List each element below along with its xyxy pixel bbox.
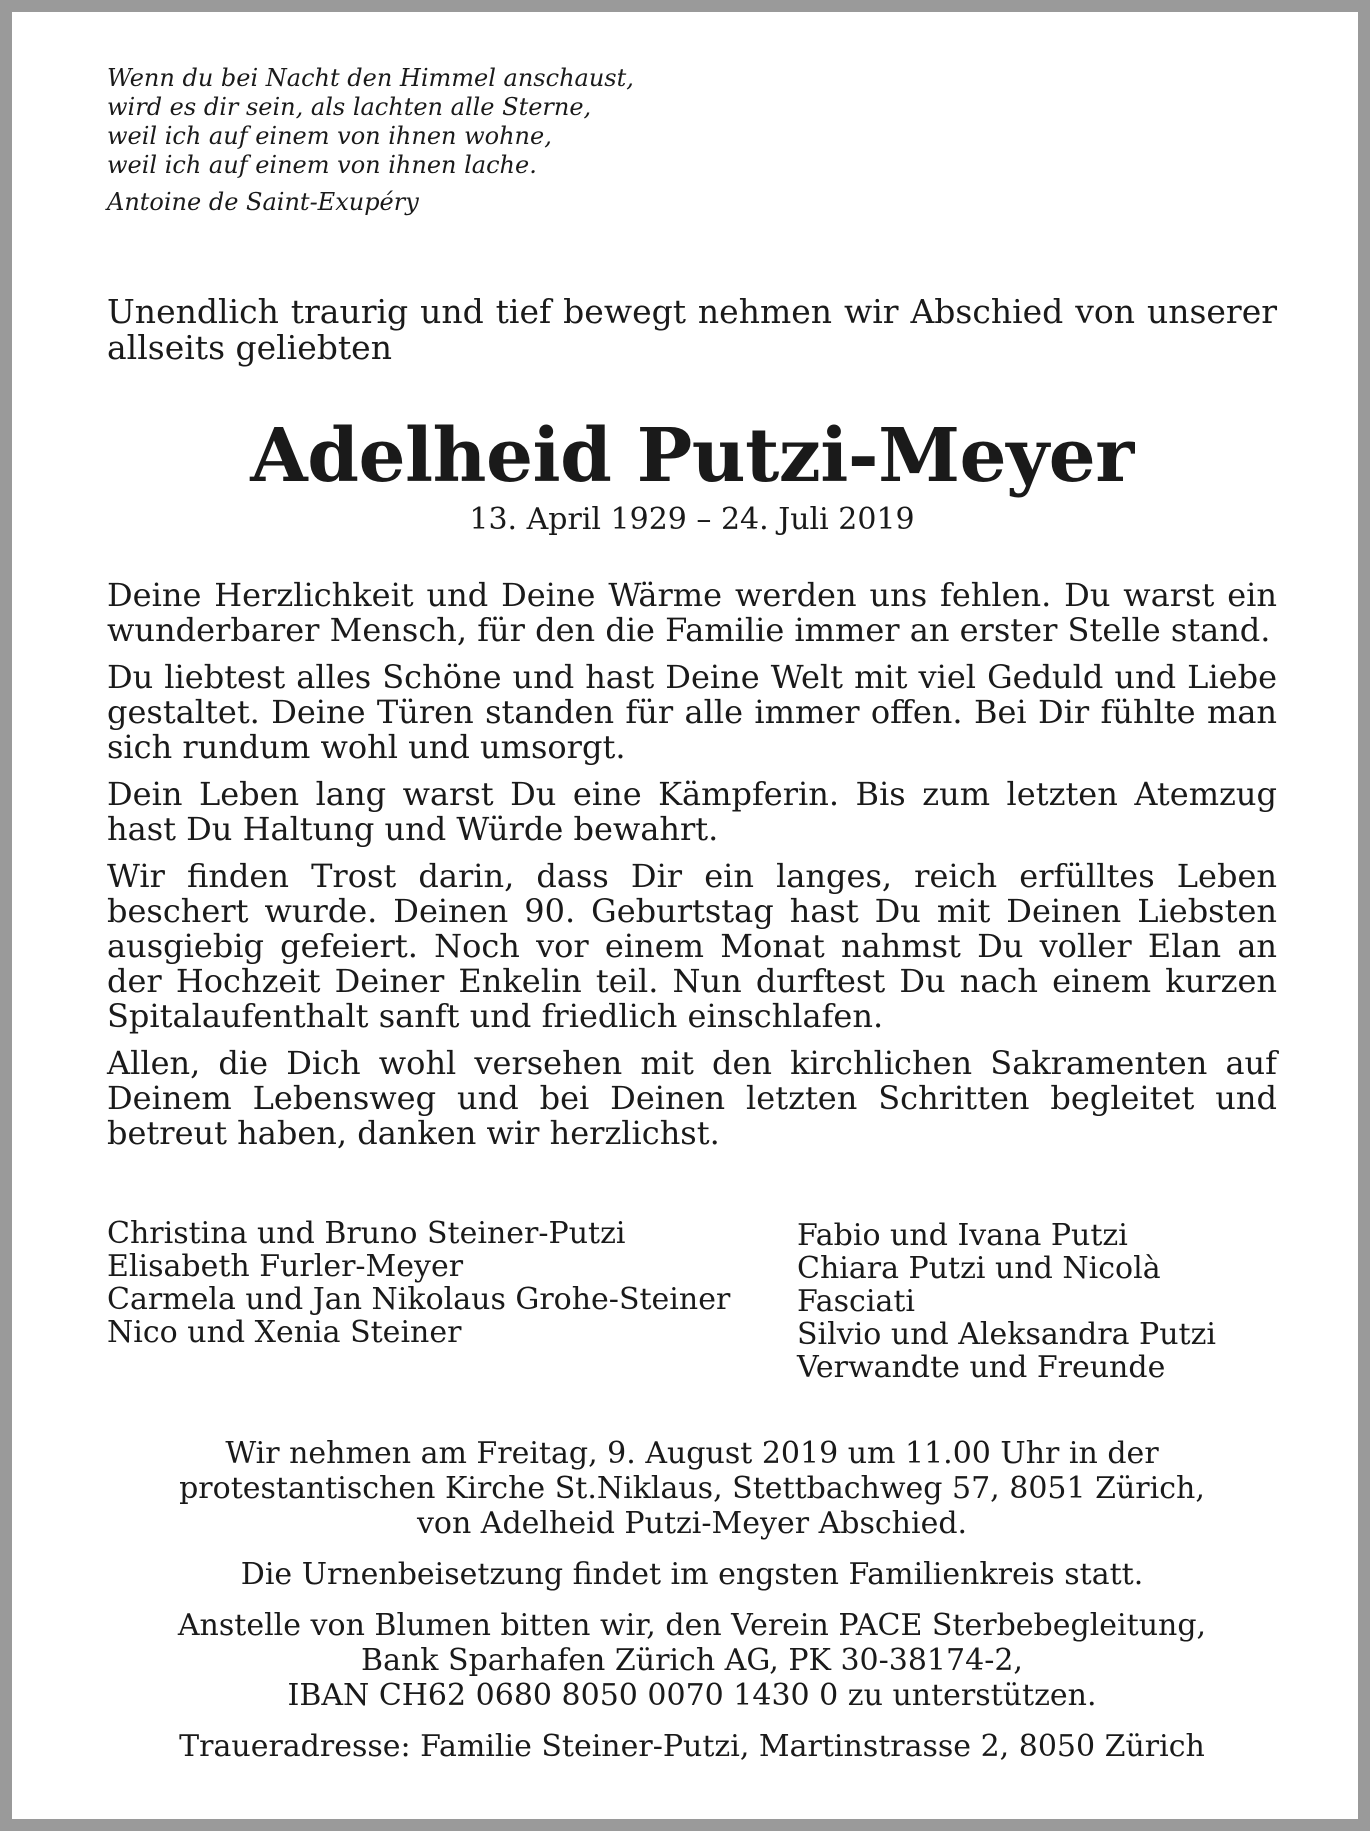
mourner-entry: Chiara Putzi und Nicolà Fasciati xyxy=(797,1251,1161,1319)
motto-line: weil ich auf einem von ihnen wohne, xyxy=(107,122,552,150)
service-info xyxy=(107,1436,1277,1541)
tribute-text xyxy=(107,578,1277,1151)
mourner-entry: Silvio und Aleksandra Putzi xyxy=(797,1317,1216,1352)
mourners-list xyxy=(107,1217,1277,1384)
mourner-entry: Fabio und Ivana Putzi xyxy=(797,1218,1128,1253)
tribute-paragraph: Allen, die Dich wohl versehen mit den kirchlichen Sakramenten auf Deinem Lebensweg und bei Deinen letzten Schritten begleitet und betreut haben, danken wir herzlichst. xyxy=(107,1044,1277,1152)
mourners-column-left xyxy=(107,1217,730,1384)
life-dates: 13. April 1929 – 24. Juli 2019 xyxy=(469,502,915,537)
burial-info: Die Urnenbeisetzung findet im engsten Familienkreis statt. xyxy=(240,1557,1144,1592)
tribute-paragraph: Wir finden Trost darin, dass Dir ein langes, reich erfülltes Leben beschert wurde. Deinen 90. Geburtstag hast Du mit Deinen Liebsten ausgiebig gefeiert. Noch vor einem Monat nahmst Du voller Elan an der Hochzeit Deiner Enkelin teil. Nun durftest Du nach einem kurzen Spitalaufenthalt sanft und friedlich einschlafen. xyxy=(107,857,1277,1035)
donation-line: Anstelle von Blumen bitten wir, den Verein PACE Sterbebegleitung, xyxy=(177,1608,1207,1643)
tribute-paragraph: Du liebtest alles Schöne und hast Deine Welt mit viel Geduld und Liebe gestaltet. Deine Türen standen für alle immer offen. Bei Dir fühlte man sich rundum wohl und umsorgt. xyxy=(107,658,1277,766)
service-line: von Adelheid Putzi-Meyer Abschied. xyxy=(416,1506,968,1541)
mourning-address: Traueradresse: Familie Steiner-Putzi, Martinstrasse 2, 8050 Zürich xyxy=(179,1729,1205,1764)
mourner-entry: Carmela und Jan Nikolaus Grohe-Steiner xyxy=(107,1282,731,1317)
deceased-name: Adelheid Putzi-Meyer xyxy=(250,413,1134,499)
motto-line: Wenn du bei Nacht den Himmel anschaust, xyxy=(107,64,634,92)
tribute-paragraph: Deine Herzlichkeit und Deine Wärme werden uns fehlen. Du warst ein wunderbarer Mensch, für den die Familie immer an erster Stelle stand. xyxy=(107,576,1277,649)
mourners-column-right xyxy=(797,1217,1277,1384)
funeral-notice xyxy=(107,1436,1277,1764)
motto-quote xyxy=(107,64,1277,217)
donation-line: IBAN CH62 0680 8050 0070 1430 0 zu unterstützen. xyxy=(287,1678,1097,1713)
mourner-entry: Verwandte und Freunde xyxy=(797,1350,1166,1385)
service-line: Wir nehmen am Freitag, 9. August 2019 um 11.00 Uhr in der xyxy=(225,1436,1159,1471)
motto-author: Antoine de Saint-Exupéry xyxy=(107,188,419,216)
obituary-page xyxy=(12,12,1358,1819)
mourner-entry: Elisabeth Furler-Meyer xyxy=(107,1249,464,1284)
mourner-entry: Nico und Xenia Steiner xyxy=(107,1315,462,1350)
tribute-paragraph: Dein Leben lang warst Du eine Kämpferin. Bis zum letzten Atemzug hast Du Haltung und Würde bewahrt. xyxy=(107,775,1277,848)
motto-line: wird es dir sein, als lachten alle Sterne, xyxy=(107,93,592,121)
donation-info xyxy=(107,1608,1277,1713)
mourner-entry: Christina und Bruno Steiner-Putzi xyxy=(107,1216,626,1251)
intro-text: Unendlich traurig und tief bewegt nehmen wir Abschied von unserer allseits geliebten xyxy=(107,292,1277,367)
motto-line: weil ich auf einem von ihnen lache. xyxy=(107,151,537,179)
obituary-content xyxy=(107,64,1277,1780)
donation-line: Bank Sparhafen Zürich AG, PK 30-38174-2, xyxy=(361,1643,1023,1678)
service-line: protestantischen Kirche St.Niklaus, Stettbachweg 57, 8051 Zürich, xyxy=(179,1471,1205,1506)
